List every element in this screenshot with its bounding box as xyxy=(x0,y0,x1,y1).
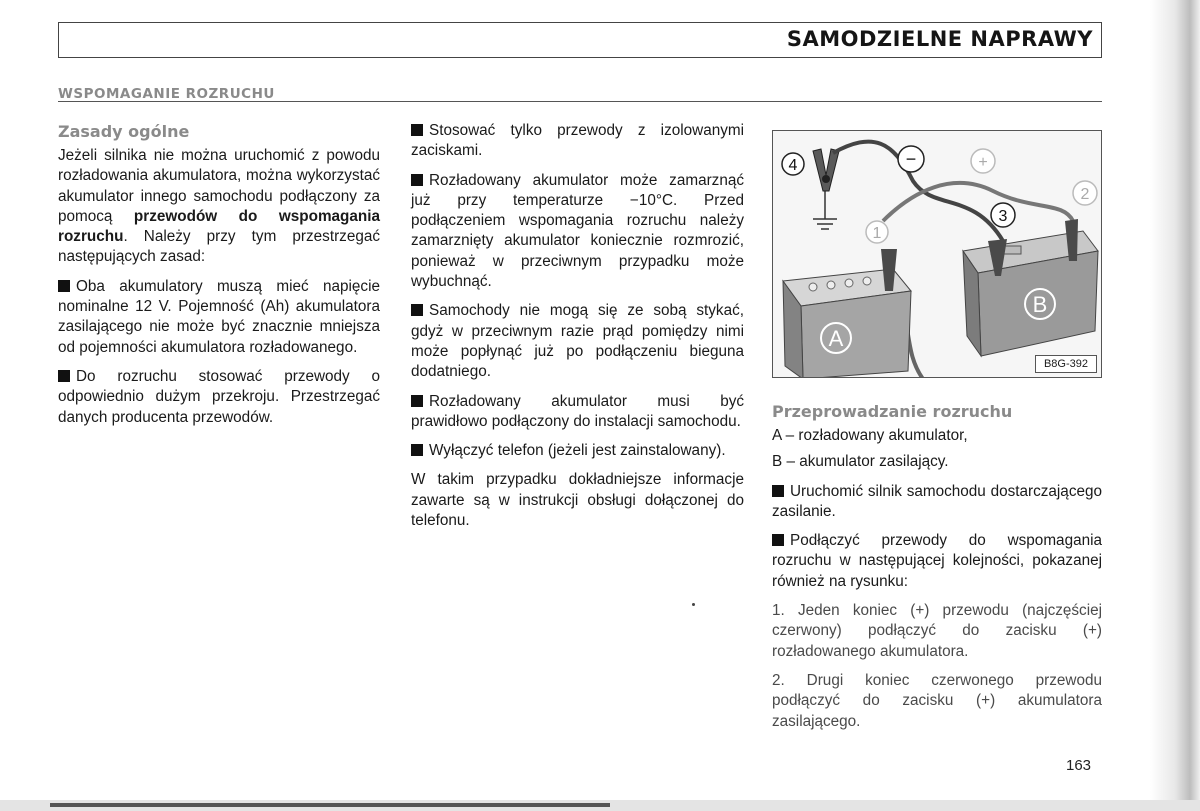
bullet-text: Uruchomić silnik samochodu dostarczającego zasilanie. xyxy=(772,482,1102,520)
page-title: SAMODZIELNE NAPRAWY xyxy=(786,27,1093,51)
subhead-jump-start: Przeprowadzanie rozruchu xyxy=(772,402,1013,421)
figure-code: B8G-392 xyxy=(1035,355,1097,373)
bullet-square-icon xyxy=(411,304,423,316)
bullet-text: Samochody nie mogą się ze sobą stykać, gdyż w przeciwnym razie prąd pomiędzy nimi może popłynąć już po podłączeniu bieguna dodatniego. xyxy=(411,302,744,381)
bullet-paragraph xyxy=(58,277,380,358)
telephone-note: W takim przypadku dokładniejsze informacje zawarte są w instrukcji obsługi dołączonej do telefonu. xyxy=(411,471,744,530)
intro-text-end: . Należy przy tym przestrzegać następujących zasad: xyxy=(58,228,380,266)
bullet-paragraph xyxy=(772,531,1102,592)
bullet-square-icon xyxy=(58,370,70,382)
legend-a: A – rozładowany akumulator, xyxy=(772,427,968,444)
bullet-square-icon xyxy=(411,124,423,136)
intro-text-bold: przewodów do wspomagania rozruchu xyxy=(58,207,380,246)
bullet-paragraph xyxy=(411,441,744,461)
column-warnings xyxy=(411,121,744,540)
bullet-square-icon xyxy=(58,280,70,292)
label-plus: + xyxy=(978,154,988,171)
bullet-square-icon xyxy=(411,395,423,407)
section-rule xyxy=(58,101,1102,102)
step-2: 2. Drugi koniec czerwonego przewodu podłączyć do zacisku (+) akumulatora zasilającego. xyxy=(772,671,1102,730)
page-number: 163 xyxy=(1066,757,1092,774)
battery-b-icon xyxy=(963,219,1098,356)
clamp-4-icon xyxy=(813,149,839,191)
bullet-paragraph xyxy=(411,301,744,382)
column-general-rules xyxy=(58,122,380,437)
label-1: 1 xyxy=(872,225,882,242)
jump-start-diagram xyxy=(772,130,1102,378)
bullet-square-icon xyxy=(411,174,423,186)
bullet-square-icon xyxy=(772,534,784,546)
bullet-paragraph xyxy=(58,367,380,428)
column-jump-start-procedure xyxy=(772,402,1102,741)
bullet-square-icon xyxy=(772,485,784,497)
battery-a-icon xyxy=(783,249,911,378)
bullet-text: Stosować tylko przewody z izolowanymi zaciskami. xyxy=(411,122,744,160)
bullet-text: Podłączyć przewody do wspomagania rozruchu w następującej kolejności, pokazanej również na rysunku: xyxy=(772,532,1102,590)
bullet-paragraph xyxy=(411,392,744,433)
bottom-edge xyxy=(0,800,1200,811)
bullet-text: Wyłączyć telefon (jeżeli jest zainstalowany). xyxy=(429,442,726,460)
bullet-text: Rozładowany akumulator musi być prawidłowo podłączony do instalacji samochodu. xyxy=(411,392,744,430)
bullet-text: Oba akumulatory muszą mieć napięcie nominalne 12 V. Pojemność (Ah) akumulatora zasilającego nie może być znacznie mniejsza od pojemności akumulatora rozładowanego. xyxy=(58,277,380,356)
jump-start-illustration xyxy=(773,131,1102,378)
label-minus: − xyxy=(905,149,917,169)
label-3: 3 xyxy=(998,208,1008,225)
label-a: A xyxy=(828,326,844,351)
step-1: 1. Jeden koniec (+) przewodu (najczęściej czerwony) podłączyć do zacisku (+) rozładowanego akumulatora. xyxy=(772,602,1102,660)
label-4: 4 xyxy=(788,157,798,174)
label-b: B xyxy=(1032,292,1048,317)
stray-dot xyxy=(692,603,695,606)
bullet-paragraph xyxy=(411,171,744,293)
bullet-text: Do rozruchu stosować przewody o odpowiednio dużym przekroju. Przestrzegać danych producenta przewodów. xyxy=(58,367,380,426)
intro-paragraph xyxy=(58,146,380,268)
ground-symbol-icon xyxy=(813,189,837,229)
section-heading: WSPOMAGANIE ROZRUCHU xyxy=(58,86,275,102)
page-edge-shadow xyxy=(1150,0,1200,811)
bullet-square-icon xyxy=(411,444,423,456)
intro-text-start: Jeżeli silnika nie można uruchomić z powodu rozładowania akumulatora, można wykorzystać akumulator innego samochodu podłączony za pomocą xyxy=(58,147,380,225)
label-2: 2 xyxy=(1080,186,1090,203)
bullet-paragraph xyxy=(411,121,744,162)
subhead-general-rules: Zasady ogólne xyxy=(58,122,190,141)
bullet-text: Rozładowany akumulator może zamarznąć już przy temperaturze −10°C. Przed podłączeniem wspomagania rozruchu należy zamarznięty akumulator koniecznie rozmrozić, ponieważ w przeciwnym przypadku może wybuchnąć. xyxy=(411,171,744,291)
legend-b: B – akumulator zasilający. xyxy=(772,453,949,471)
header-box xyxy=(58,22,1102,58)
bullet-paragraph xyxy=(772,482,1102,523)
